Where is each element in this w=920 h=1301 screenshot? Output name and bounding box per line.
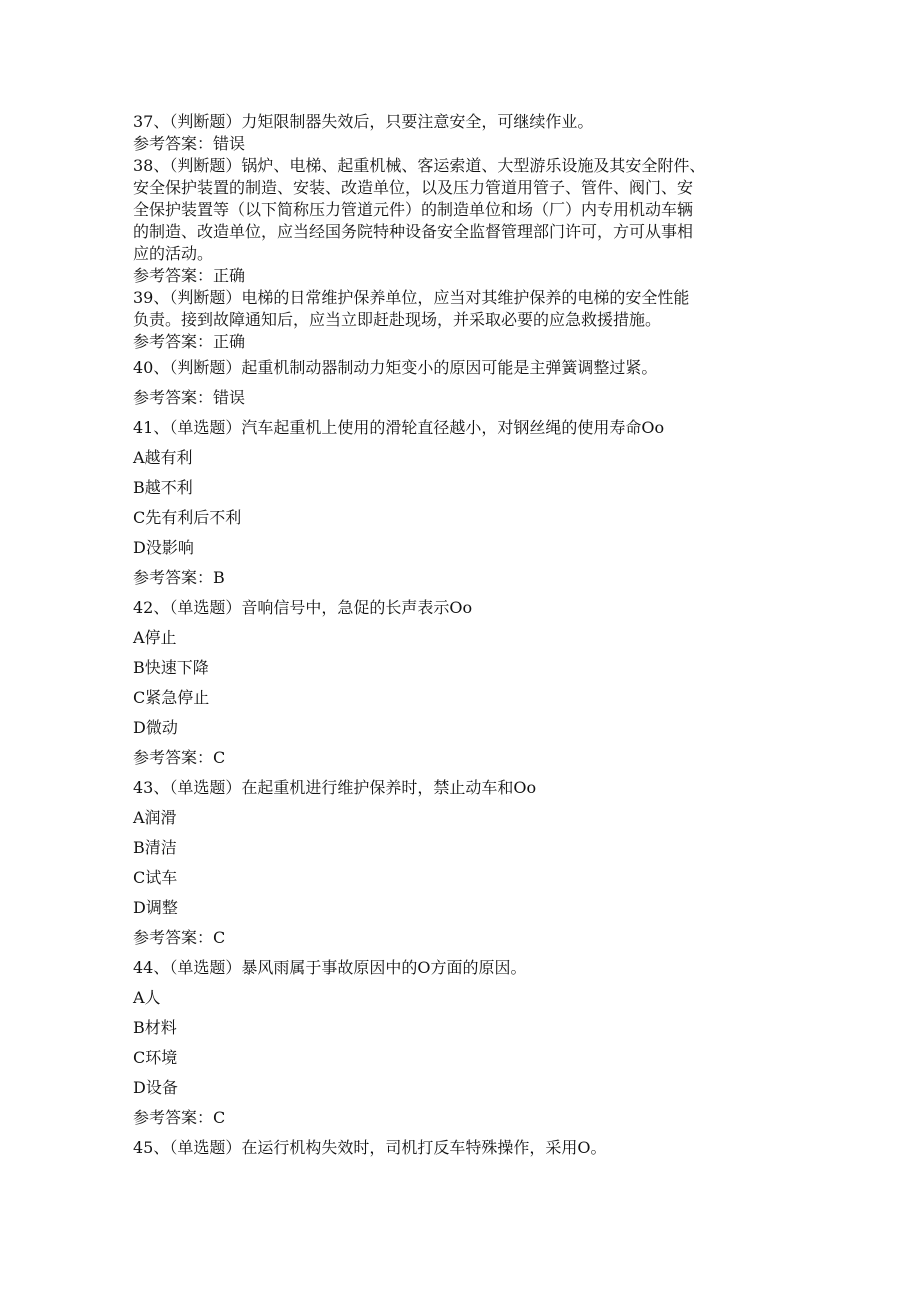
question-45 [133, 1137, 793, 1159]
question-text: 负责。接到故障通知后，应当立即赶赴现场，并采取必要的应急救援措施。 [133, 310, 662, 329]
option-d: D微动 [133, 718, 178, 737]
question-text: 41、（单选题）汽车起重机上使用的滑轮直径越小，对钢丝绳的使用寿命Oo [133, 418, 665, 437]
question-42 [133, 597, 793, 769]
document-page [133, 111, 793, 1159]
answer-line: 参考答案：错误 [133, 134, 246, 153]
answer-line: 参考答案：错误 [133, 388, 246, 407]
question-text: 38、（判断题）锅炉、电梯、起重机械、客运索道、大型游乐设施及其安全附件、 [133, 156, 706, 175]
question-38 [133, 155, 793, 287]
question-text: 45、（单选题）在运行机构失效时，司机打反车特殊操作，采用O。 [133, 1138, 607, 1157]
question-text: 37、（判断题）力矩限制器失效后，只要注意安全，可继续作业。 [133, 112, 594, 131]
option-d: D调整 [133, 898, 178, 917]
question-text: 40、（判断题）起重机制动器制动力矩变小的原因可能是主弹簧调整过紧。 [133, 358, 658, 377]
answer-line: 参考答案：C [133, 928, 226, 947]
question-41 [133, 417, 793, 589]
question-43 [133, 777, 793, 949]
option-c: C试车 [133, 868, 178, 887]
option-c: C环境 [133, 1048, 178, 1067]
question-text: 全保护装置等（以下简称压力管道元件）的制造单位和场（厂）内专用机动车辆 [133, 200, 694, 219]
question-40 [133, 357, 793, 409]
answer-line: 参考答案：C [133, 748, 226, 767]
question-text: 39、（判断题）电梯的日常维护保养单位，应当对其维护保养的电梯的安全性能 [133, 288, 690, 307]
option-b: B快速下降 [133, 658, 209, 677]
option-a: A润滑 [133, 808, 177, 827]
answer-line: 参考答案：正确 [133, 266, 246, 285]
option-b: B材料 [133, 1018, 177, 1037]
answer-line: 参考答案：B [133, 568, 225, 587]
option-b: B越不利 [133, 478, 193, 497]
option-b: B清洁 [133, 838, 177, 857]
question-text: 44、（单选题）暴风雨属于事故原因中的O方面的原因。 [133, 958, 527, 977]
option-c: C紧急停止 [133, 688, 210, 707]
question-text: 应的活动。 [133, 244, 214, 263]
question-text: 安全保护装置的制造、安装、改造单位，以及压力管道用管子、管件、阀门、安 [133, 178, 694, 197]
question-text: 43、（单选题）在起重机进行维护保养时，禁止动车和Oo [133, 778, 537, 797]
question-39 [133, 287, 793, 353]
option-d: D没影响 [133, 538, 194, 557]
question-44 [133, 957, 793, 1129]
question-37 [133, 111, 793, 155]
question-text: 42、（单选题）音响信号中，急促的长声表示Oo [133, 598, 473, 617]
option-a: A停止 [133, 628, 177, 647]
option-a: A越有利 [133, 448, 193, 467]
answer-line: 参考答案：正确 [133, 332, 246, 351]
option-d: D设备 [133, 1078, 178, 1097]
option-a: A人 [133, 988, 161, 1007]
answer-line: 参考答案：C [133, 1108, 226, 1127]
question-text: 的制造、改造单位，应当经国务院特种设备安全监督管理部门许可，方可从事相 [133, 222, 694, 241]
option-c: C先有利后不利 [133, 508, 242, 527]
